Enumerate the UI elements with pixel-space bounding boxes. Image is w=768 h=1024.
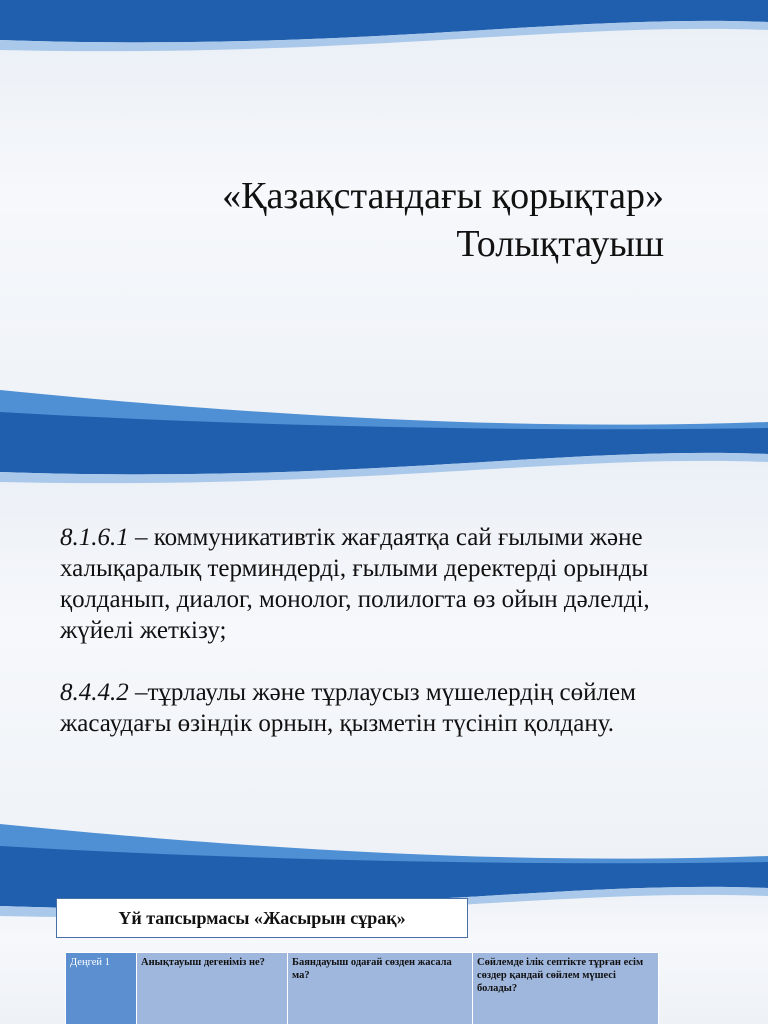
objective-code: 8.1.6.1 [60, 524, 129, 551]
top-wave-decoration [0, 0, 768, 60]
objective-item [60, 522, 720, 646]
objectives-list [60, 522, 720, 770]
bottom-wave-decoration [0, 382, 768, 432]
objective-item [60, 677, 720, 739]
slide-title-text: «Қазақстандағы қорықтар» [222, 175, 664, 217]
objective-text: коммуникативтік жағдаятқа сай ғылыми және халықаралық терминдерді, ғылыми деректерді орынды қолданып, диалог, монолог, полилогта өз ойын дәлелді, жүйелі жеткізу; [60, 524, 650, 644]
objective-code: 8.4.4.2 [60, 679, 129, 706]
slide-title [0, 0, 768, 432]
bottom-wave-decoration [0, 816, 768, 866]
objective-separator: – [128, 524, 154, 551]
questions-table [65, 952, 659, 1024]
question-cell: Сөйлемде ілік септікте тұрған есім сөздер қандай сөйлем мүшесі болады? [473, 953, 659, 1024]
homework-title-box: Үй тапсырмасы «Жасырын сұрақ» [56, 898, 468, 938]
top-wave-decoration [0, 432, 768, 492]
slide-homework [0, 866, 768, 1024]
table-row [66, 953, 659, 1024]
slide-subtitle-text: Толықтауыш [456, 223, 664, 265]
objective-text: тұрлаулы және тұрлаусыз мүшелердің сөйлем жасаудағы өзіндік орнын, қызметін түсініп қолдану. [60, 679, 636, 737]
objective-separator: – [128, 679, 148, 706]
question-cell: Анықтауыш дегеніміз не? [137, 953, 288, 1024]
slide-objectives [0, 432, 768, 866]
level-cell: Деңгей 1 [66, 953, 137, 1024]
question-cell: Баяндауыш одағай сөзден жасала ма? [288, 953, 473, 1024]
